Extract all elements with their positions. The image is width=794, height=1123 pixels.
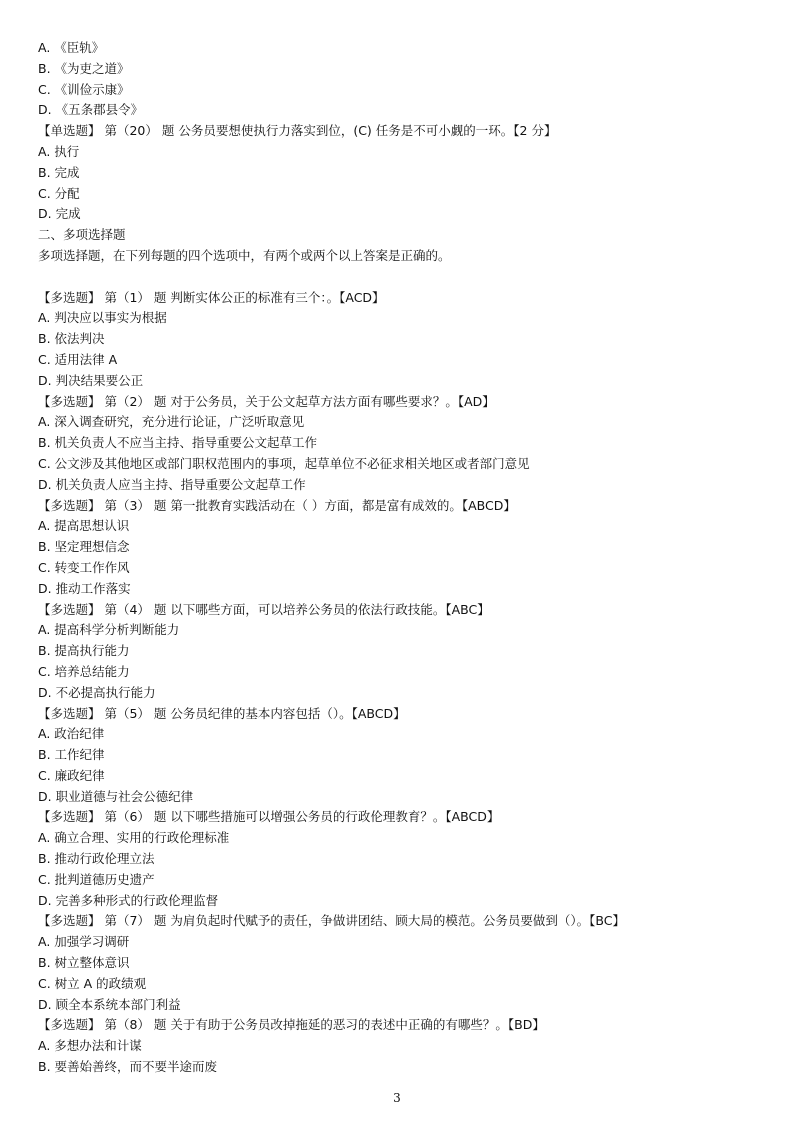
option-line: B. 推动行政伦理立法 — [38, 851, 155, 867]
option-line: C. 适用法律 A — [38, 351, 118, 367]
option-line: C. 树立 A 的政绩观 — [38, 975, 147, 991]
option-line: C. 批判道德历史遗产 — [38, 871, 155, 887]
option-line: D. 顾全本系统本部门利益 — [38, 996, 181, 1012]
question-line: 【多选题】 第（6） 题 以下哪些措施可以增强公务员的行政伦理教育？。【ABCD】 — [38, 809, 500, 825]
option-line: C. 《训俭示康》 — [38, 81, 130, 97]
option-line: A. 执行 — [38, 143, 80, 159]
option-line: C. 廉政纪律 — [38, 767, 105, 783]
option-line: D. 判决结果要公正 — [38, 372, 144, 388]
option-line: B. 提高执行能力 — [38, 643, 130, 659]
question-line: 【多选题】 第（5） 题 公务员纪律的基本内容包括（）。【ABCD】 — [38, 705, 406, 721]
option-line: B. 工作纪律 — [38, 747, 105, 763]
option-line: D. 完善多种形式的行政伦理监督 — [38, 892, 219, 908]
option-line: A. 加强学习调研 — [38, 934, 130, 950]
option-line: D. 不必提高执行能力 — [38, 684, 156, 700]
option-line: A. 深入调查研究，充分进行论证，广泛听取意见 — [38, 414, 305, 430]
question-line: 【多选题】 第（1） 题 判断实体公正的标准有三个：。【ACD】 — [38, 289, 385, 305]
option-line: D. 《五条郡县令》 — [38, 102, 144, 118]
option-line: A. 确立合理、实用的行政伦理标准 — [38, 830, 230, 846]
blank-line — [38, 267, 758, 288]
question-line: 【单选题】 第（20） 题 公务员要想使执行力落实到位，(C) 任务是不可小觑的一环。【2 分】 — [38, 123, 557, 139]
option-line: B. 《为吏之道》 — [38, 60, 130, 76]
page-number: 3 — [393, 1091, 401, 1105]
option-line: B. 树立整体意识 — [38, 955, 130, 971]
option-line: C. 转变工作作风 — [38, 559, 130, 575]
document-body — [38, 38, 758, 1078]
option-line: B. 机关负责人不应当主持、指导重要公文起草工作 — [38, 435, 318, 451]
section-line: 多项选择题，在下列每题的四个选项中，有两个或两个以上答案是正确的。 — [38, 247, 451, 263]
option-line: D. 机关负责人应当主持、指导重要公文起草工作 — [38, 476, 306, 492]
option-line: A. 《臣轨》 — [38, 40, 105, 55]
option-line: D. 职业道德与社会公德纪律 — [38, 788, 194, 804]
option-line: D. 完成 — [38, 206, 81, 222]
question-line: 【多选题】 第（2） 题 对于公务员，关于公文起草方法方面有哪些要求？。【AD】 — [38, 393, 495, 409]
option-line: A. 多想办法和计谋 — [38, 1038, 142, 1054]
question-line: 【多选题】 第（7） 题 为肩负起时代赋予的责任，争做讲团结、顾大局的模范。公务员要做到（）。【BC】 — [38, 913, 625, 929]
option-line: B. 要善始善终，而不要半途而废 — [38, 1059, 218, 1075]
option-line: A. 提高思想认识 — [38, 518, 130, 534]
question-line: 【多选题】 第（3） 题 第一批教育实践活动在（ ）方面，都是富有成效的。【ABCD】 — [38, 497, 516, 513]
option-line: C. 公文涉及其他地区或部门职权范围内的事项，起草单位不必征求相关地区或者部门意见 — [38, 455, 530, 471]
option-line: B. 坚定理想信念 — [38, 539, 130, 555]
option-line: A. 提高科学分析判断能力 — [38, 622, 180, 638]
section-line: 二、多项选择题 — [38, 227, 126, 243]
option-line: B. 依法判决 — [38, 331, 105, 347]
option-line: C. 分配 — [38, 185, 80, 201]
option-line: D. 推动工作落实 — [38, 580, 131, 596]
option-line: C. 培养总结能力 — [38, 663, 130, 679]
option-line: A. 政治纪律 — [38, 726, 105, 742]
option-line: A. 判决应以事实为根据 — [38, 310, 167, 326]
option-line: B. 完成 — [38, 164, 80, 180]
question-line: 【多选题】 第（4） 题 以下哪些方面，可以培养公务员的依法行政技能。【ABC】 — [38, 601, 490, 617]
question-line: 【多选题】 第（8） 题 关于有助于公务员改掉拖延的恶习的表述中正确的有哪些？。【BD】 — [38, 1017, 545, 1033]
